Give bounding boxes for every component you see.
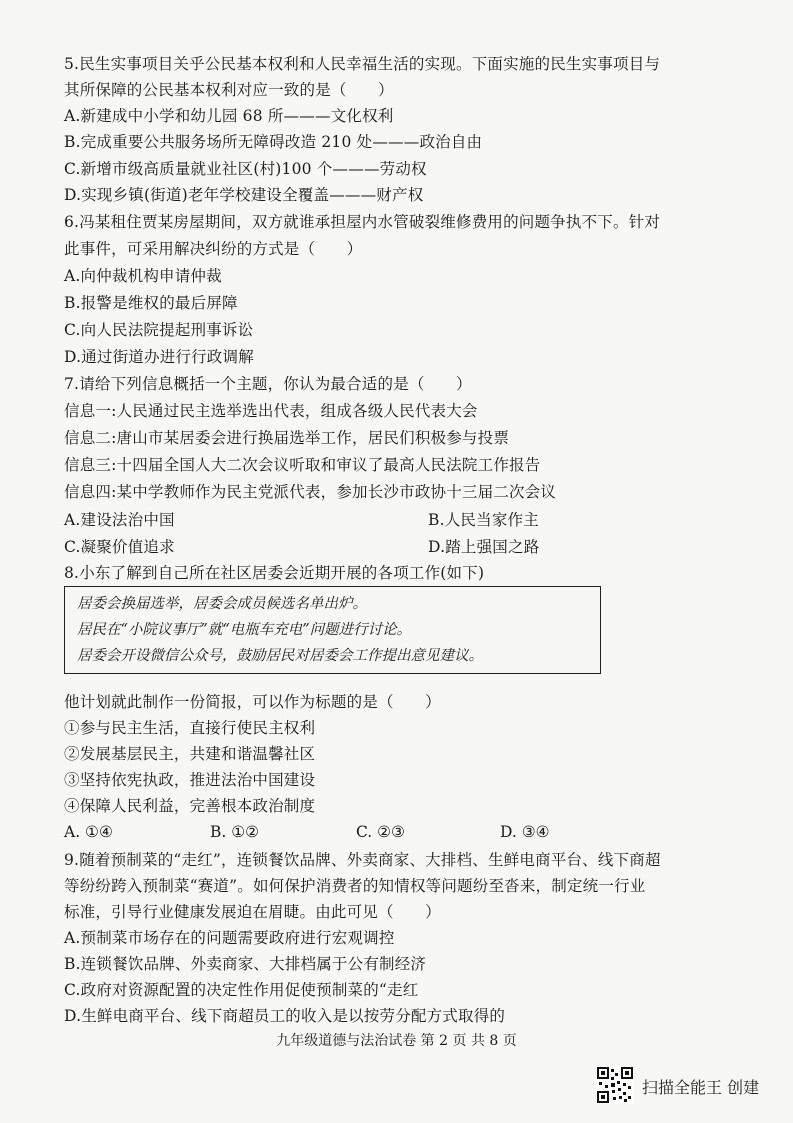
q5-stem-line2: 其所保障的公民基本权利对应一致的是（ ） — [64, 81, 394, 99]
q9-stem-line3: 标准，引导行业健康发展迫在眉睫。由此可见（ ） — [64, 903, 441, 921]
q9-stem-line1: 9.随着预制菜的“走红”，连锁餐饮品牌、外卖商家、大排档、生鲜电商平台、线下商超 — [64, 851, 661, 869]
q8-box-line-1: 居委会换届选举，居委会成员候选名单出炉。 — [77, 596, 367, 612]
q7-info-1: 信息一:人民通过民主选举选出代表，组成各级人民代表大会 — [64, 402, 478, 420]
q8-box-line-3: 居委会开设微信公众号，鼓励居民对居委会工作提出意见建议。 — [77, 648, 483, 664]
q9-stem-line2: 等纷纷跨入预制菜“赛道”。如何保护消费者的知情权等问题纷至沓来，制定统一行业 — [64, 877, 646, 895]
q5-option-a: A.新建成中小学和幼儿园 68 所———文化权利 — [64, 107, 394, 125]
q6-option-d: D.通过街道办进行行政调解 — [64, 348, 254, 366]
q8-option-c: C. ②③ — [356, 823, 405, 841]
q5-option-d: D.实现乡镇(街道)老年学校建设全覆盖———财产权 — [64, 186, 424, 204]
q8-option-a: A. ①④ — [64, 823, 113, 841]
q8-stem: 8.小东了解到自己所在社区居委会近期开展的各项工作(如下) — [64, 564, 485, 582]
q6-option-a: A.向仲裁机构申请仲裁 — [64, 267, 222, 285]
q9-option-b: B.连锁餐饮品牌、外卖商家、大排档属于公有制经济 — [64, 955, 427, 973]
q8-stem2: 他计划就此制作一份简报，可以作为标题的是（ ） — [64, 693, 441, 711]
q5-stem-line1: 5.民生实事项目关乎公民基本权利和人民幸福生活的实现。下面实施的民生实事项目与 — [64, 55, 661, 73]
q6-option-b: B.报警是维权的最后屏障 — [64, 294, 238, 312]
q7-info-3: 信息三:十四届全国人大二次会议听取和审议了最高人民法院工作报告 — [64, 456, 541, 474]
page-footer: 九年级道德与法治试卷 第 2 页 共 8 页 — [276, 1033, 517, 1049]
q8-item-2: ②发展基层民主，共建和谐温馨社区 — [64, 745, 316, 763]
q7-option-d: D.踏上强国之路 — [428, 538, 540, 556]
q7-option-c: C.凝聚价值追求 — [64, 538, 175, 556]
q8-item-1: ①参与民主生活，直接行使民主权利 — [64, 719, 316, 737]
q9-option-c: C.政府对资源配置的决定性作用促使预制菜的“走红 — [64, 981, 419, 999]
q8-option-b: B. ①② — [210, 823, 260, 841]
q6-option-c: C.向人民法院提起刑事诉讼 — [64, 321, 254, 339]
q9-option-a: A.预制菜市场存在的问题需要政府进行宏观调控 — [64, 929, 395, 947]
scanner-watermark — [596, 1066, 786, 1112]
watermark-text: 扫描全能王 创建 — [642, 1078, 760, 1097]
q7-stem: 7.请给下列信息概括一个主题，你认为最合适的是（ ） — [64, 375, 472, 393]
q6-stem-line2: 此事件，可采用解决纠纷的方式是（ ） — [64, 240, 363, 258]
q8-item-3: ③坚持依宪执政，推进法治中国建设 — [64, 771, 316, 789]
q5-option-b: B.完成重要公共服务场所无障碍改造 210 处———政治自由 — [64, 133, 483, 151]
q7-option-a: A.建设法治中国 — [64, 511, 175, 529]
q8-box-line-2: 居民在“小院议事厅”就“电瓶车充电”问题进行讨论。 — [77, 622, 412, 638]
qr-code-icon — [596, 1066, 634, 1104]
q8-info-box — [64, 586, 601, 674]
q8-item-4: ④保障人民利益，完善根本政治制度 — [64, 797, 316, 815]
q8-option-d: D. ③④ — [500, 823, 550, 841]
q5-option-c: C.新增市级高质量就业社区(村)100 个———劳动权 — [64, 160, 427, 178]
q6-stem-line1: 6.冯某租住贾某房屋期间，双方就谁承担屋内水管破裂维修费用的问题争执不下。针对 — [64, 213, 661, 231]
q7-info-4: 信息四:某中学教师作为民主党派代表，参加长沙市政协十三届二次会议 — [64, 483, 557, 501]
q9-option-d: D.生鲜电商平台、线下商超员工的收入是以按劳分配方式取得的 — [64, 1007, 506, 1025]
q7-option-b: B.人民当家作主 — [428, 511, 539, 529]
q7-info-2: 信息二:唐山市某居委会进行换届选举工作，居民们积极参与投票 — [64, 429, 510, 447]
